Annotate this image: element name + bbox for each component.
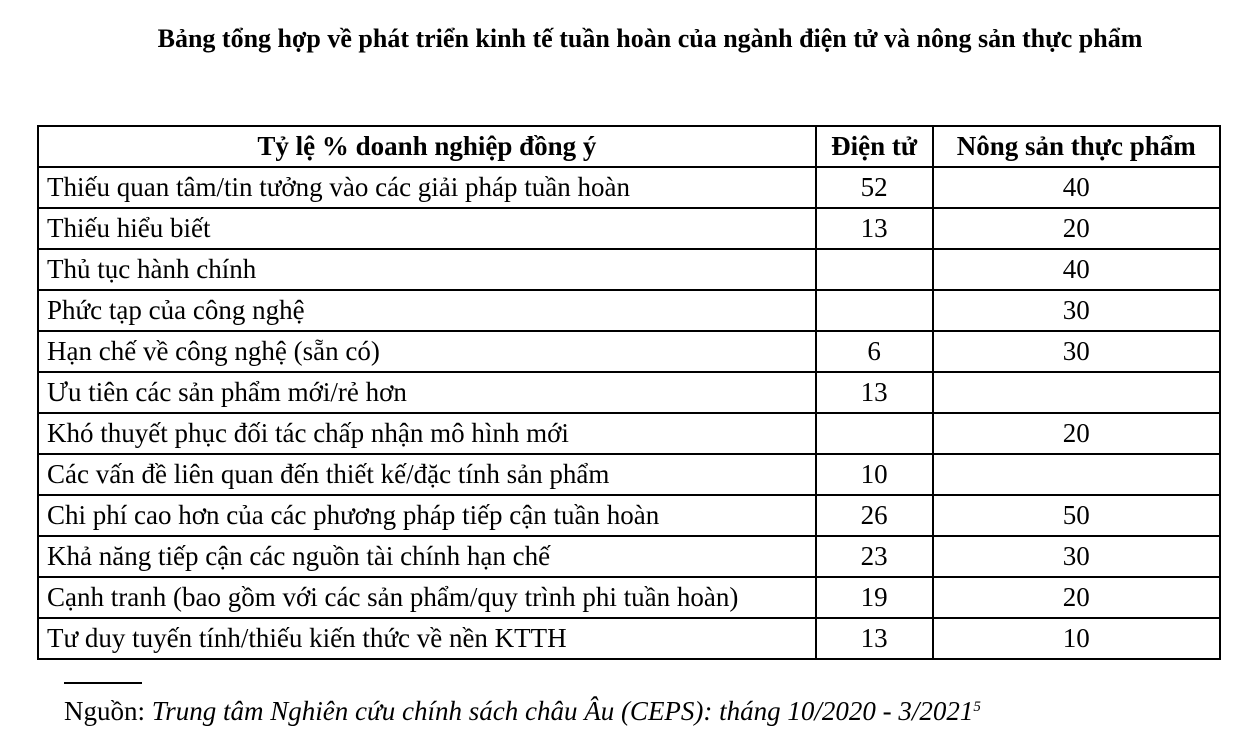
source-prefix: Nguồn: [64,696,152,726]
row-label: Tư duy tuyến tính/thiếu kiến thức về nền KTTH [38,618,816,659]
agrifood-value: 10 [933,618,1220,659]
row-label: Chi phí cao hơn của các phương pháp tiếp cận tuần hoàn [38,495,816,536]
agrifood-value: 20 [933,208,1220,249]
table-row [38,536,1220,577]
row-label: Hạn chế về công nghệ (sẵn có) [38,331,816,372]
table-row [38,577,1220,618]
electronics-value: 6 [816,331,933,372]
electronics-value: 23 [816,536,933,577]
table-row [38,331,1220,372]
table-header-row [38,126,1220,167]
electronics-value: 26 [816,495,933,536]
agrifood-value: 30 [933,536,1220,577]
electronics-value: 13 [816,208,933,249]
agrifood-value: 30 [933,290,1220,331]
agrifood-value: 40 [933,167,1220,208]
header-indicator: Tỷ lệ % doanh nghiệp đồng ý [38,126,816,167]
source-citation: Trung tâm Nghiên cứu chính sách châu Âu (CEPS): tháng 10/2020 - 3/2021 [151,696,974,726]
footnote-divider [64,682,142,684]
table-row [38,290,1220,331]
electronics-value: 13 [816,618,933,659]
table-row [38,413,1220,454]
row-label: Các vấn đề liên quan đến thiết kế/đặc tính sản phẩm [38,454,816,495]
electronics-value [816,413,933,454]
agrifood-value [933,454,1220,495]
table-row [38,495,1220,536]
agrifood-value: 20 [933,413,1220,454]
table-title: Bảng tổng hợp về phát triển kinh tế tuần hoàn của ngành điện tử và nông sản thực phẩm [157,24,1143,53]
agrifood-value [933,372,1220,413]
table-row [38,372,1220,413]
table-row [38,249,1220,290]
agrifood-value: 40 [933,249,1220,290]
row-label: Thiếu quan tâm/tin tưởng vào các giải pháp tuần hoàn [38,167,816,208]
electronics-value: 52 [816,167,933,208]
row-label: Thủ tục hành chính [38,249,816,290]
electronics-value: 10 [816,454,933,495]
row-label: Khó thuyết phục đối tác chấp nhận mô hình mới [38,413,816,454]
agrifood-value: 20 [933,577,1220,618]
electronics-value [816,249,933,290]
summary-table [37,125,1221,660]
row-label: Ưu tiên các sản phẩm mới/rẻ hơn [38,372,816,413]
header-agrifood: Nông sản thực phẩm [933,126,1220,167]
row-label: Thiếu hiểu biết [38,208,816,249]
electronics-value [816,290,933,331]
table-row [38,618,1220,659]
electronics-value: 19 [816,577,933,618]
electronics-value: 13 [816,372,933,413]
table-row [38,167,1220,208]
footnote-marker[interactable]: 5 [973,699,981,715]
header-electronics: Điện tử [816,126,933,167]
agrifood-value: 30 [933,331,1220,372]
agrifood-value: 50 [933,495,1220,536]
table-row [38,454,1220,495]
table-row [38,208,1220,249]
row-label: Phức tạp của công nghệ [38,290,816,331]
source-note [64,693,981,729]
row-label: Cạnh tranh (bao gồm với các sản phẩm/quy trình phi tuần hoàn) [38,577,816,618]
row-label: Khả năng tiếp cận các nguồn tài chính hạn chế [38,536,816,577]
